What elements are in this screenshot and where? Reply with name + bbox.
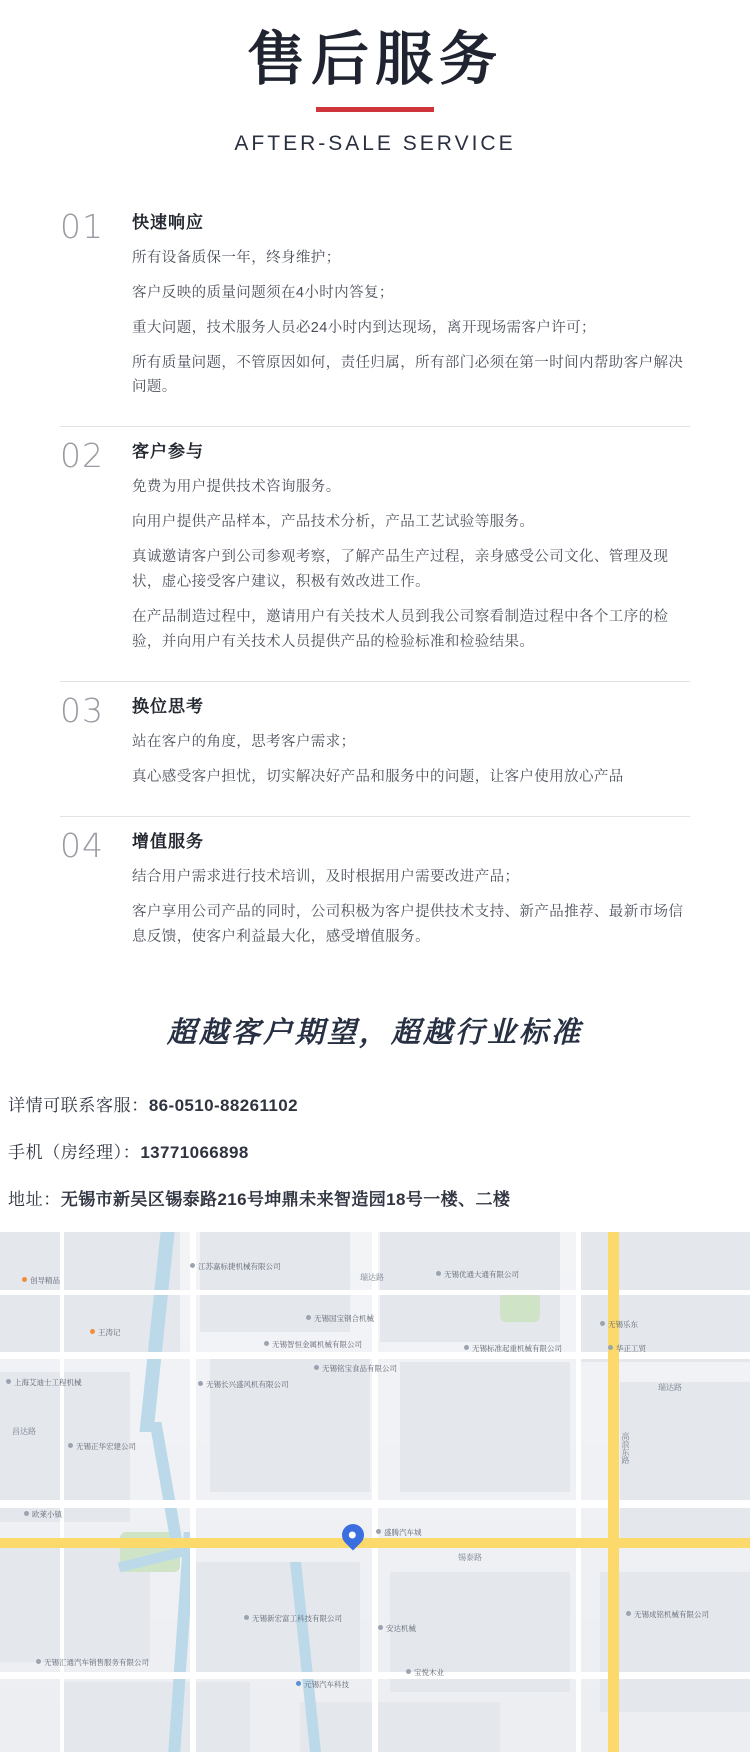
map-poi <box>6 1378 82 1387</box>
map-poi-dot <box>626 1611 631 1616</box>
map-poi-dot <box>190 1263 195 1268</box>
map-poi-label: 无锡正华宏建公司 <box>76 1441 136 1451</box>
map-poi-label: 无锡标准起重机械有限公司 <box>472 1343 562 1353</box>
map-poi-dot <box>464 1345 469 1350</box>
service-item-number: 03 <box>60 691 104 730</box>
map-poi-dot <box>406 1669 411 1674</box>
service-item-number: 02 <box>60 436 104 476</box>
map-road-major <box>608 1232 619 1752</box>
service-item-line: 真诚邀请客户到公司参观考察，了解产品生产过程，亲身感受公司文化、管理及现状，虚心接受客户建议，积极有效改进工作。 <box>132 549 669 591</box>
contact-info <box>0 1091 750 1210</box>
map-poi-label: 无锡智恒金属机械有限公司 <box>272 1339 362 1349</box>
service-item-line: 客户享用公司产品的同时，公司积极为客户提供技术支持、新产品推荐、最新市场信息反馈，使客户利益最大化，感受增值服务。 <box>132 903 684 945</box>
service-item-body <box>132 692 690 790</box>
service-item-number: 04 <box>60 825 104 865</box>
map-poi-label: 元锡汽车科技 <box>304 1679 349 1689</box>
map-poi <box>244 1614 342 1623</box>
map-poi-dot <box>24 1511 29 1516</box>
map-poi <box>608 1344 646 1353</box>
map-block <box>60 1682 250 1752</box>
service-item-line: 免费为用户提供技术咨询服务。 <box>132 479 341 496</box>
map-poi <box>314 1364 397 1373</box>
map-block <box>600 1572 750 1712</box>
map-road <box>576 1232 581 1752</box>
map-poi-dot <box>296 1681 301 1686</box>
map-road-label: 昌达路 <box>12 1426 36 1436</box>
map-poi-dot <box>608 1345 613 1350</box>
map-road <box>190 1232 196 1752</box>
location-map[interactable] <box>0 1232 750 1752</box>
service-item-title: 增值服务 <box>132 831 204 851</box>
service-item-title: 客户参与 <box>132 442 204 462</box>
map-poi <box>264 1340 362 1349</box>
map-poi <box>90 1328 121 1337</box>
map-poi-dot <box>36 1659 41 1664</box>
map-road <box>372 1232 378 1752</box>
map-poi-label: 王涛记 <box>98 1327 121 1337</box>
contact-row-mobile <box>8 1138 742 1163</box>
map-poi-label: 创导精品 <box>30 1275 60 1285</box>
map-poi <box>464 1344 562 1353</box>
map-block <box>580 1232 750 1362</box>
contact-row-address <box>8 1185 742 1210</box>
service-item-number: 01 <box>60 206 104 246</box>
map-poi <box>296 1680 349 1689</box>
contact-row-service <box>8 1091 742 1116</box>
service-item-lines <box>132 730 686 790</box>
service-items-list <box>0 198 750 976</box>
map-poi <box>306 1314 374 1323</box>
map-poi-dot <box>22 1277 27 1282</box>
map-poi-label: 无锡乐东 <box>608 1319 638 1329</box>
map-poi-dot <box>6 1379 11 1384</box>
map-road-label: 瑞达路 <box>360 1272 384 1282</box>
map-poi-dot <box>90 1329 95 1334</box>
map-block <box>300 1702 500 1752</box>
map-poi-label: 安达机械 <box>386 1623 416 1633</box>
map-poi-label: 宝悦木业 <box>414 1667 444 1677</box>
contact-value: 86-0510-88261102 <box>148 1095 298 1115</box>
map-poi <box>36 1658 149 1667</box>
map-block <box>620 1382 750 1542</box>
map-poi-dot <box>436 1271 441 1276</box>
map-poi <box>22 1276 60 1285</box>
map-green-area <box>500 1292 540 1322</box>
service-item-body <box>132 437 690 655</box>
contact-label: 地址： <box>8 1189 61 1209</box>
map-road-label: 高浪东路 <box>621 1431 630 1464</box>
map-poi-dot <box>376 1529 381 1534</box>
map-poi-dot <box>306 1315 311 1320</box>
service-item-line: 客户反映的质量问题须在4小时内答复； <box>132 284 394 301</box>
map-poi <box>190 1262 281 1271</box>
contact-label: 手机（房经理）： <box>8 1142 141 1162</box>
map-poi <box>626 1610 709 1619</box>
service-item-line: 真心感受客户担忧，切实解决好产品和服务中的问题，让客户使用放心产品 <box>132 768 624 785</box>
map-poi <box>376 1528 422 1537</box>
contact-label: 详情可联系客服： <box>8 1095 149 1115</box>
map-block <box>400 1362 570 1492</box>
service-item-lines <box>132 246 686 401</box>
map-poi-dot <box>314 1365 319 1370</box>
service-item-line: 所有质量问题，不管原因如何，责任归属，所有部门必须在第一时间内帮助客户解决问题。 <box>132 354 684 396</box>
map-pin-icon <box>337 1519 368 1550</box>
map-poi <box>24 1510 62 1519</box>
map-poi-label: 无锡新宏富工科技有限公司 <box>252 1613 342 1623</box>
map-poi-label: 上海艾迪士工程机械 <box>14 1377 82 1387</box>
map-poi-label: 无锡优通大通有限公司 <box>444 1269 519 1279</box>
contact-value: 13771066898 <box>140 1142 249 1162</box>
map-road-label: 瑞达路 <box>658 1382 682 1392</box>
map-poi-dot <box>264 1341 269 1346</box>
map-poi-label: 江苏嘉标捷机械有限公司 <box>198 1261 281 1271</box>
page-header <box>0 0 750 156</box>
service-item-title: 换位思考 <box>132 697 204 716</box>
map-poi-dot <box>68 1443 73 1448</box>
map-poi <box>600 1320 638 1329</box>
service-item-body <box>132 827 690 950</box>
service-item <box>60 817 690 976</box>
map-poi-label: 无锡长兴盛风机有限公司 <box>206 1379 289 1389</box>
map-poi-label: 无锡汇通汽车销售服务有限公司 <box>44 1657 149 1667</box>
map-poi-label: 盛腾汽车城 <box>384 1527 422 1537</box>
title-underline-rule <box>316 107 434 112</box>
slogan: 超越客户期望，超越行业标准 <box>166 1014 583 1049</box>
page-subtitle: AFTER-SALE SERVICE <box>234 131 516 155</box>
map-poi-dot <box>378 1625 383 1630</box>
map-road-label: 锡泰路 <box>458 1552 482 1562</box>
map-block <box>380 1232 560 1342</box>
service-item-line: 所有设备质保一年，终身维护； <box>132 249 341 266</box>
service-item-lines <box>132 865 686 950</box>
map-poi-label: 华正工贸 <box>616 1343 646 1353</box>
map-poi <box>436 1270 519 1279</box>
map-road <box>60 1232 64 1752</box>
map-poi-dot <box>244 1615 249 1620</box>
service-item-line: 结合用户需求进行技术培训，及时根据用户需要改进产品； <box>132 868 520 885</box>
map-poi-dot <box>600 1321 605 1326</box>
map-poi-label: 无锡铭宝食品有限公司 <box>322 1363 397 1373</box>
map-location-marker[interactable] <box>342 1524 364 1554</box>
service-item <box>60 682 690 817</box>
map-poi <box>198 1380 289 1389</box>
map-poi-dot <box>198 1381 203 1386</box>
service-item-body <box>132 208 690 401</box>
service-item-line: 在产品制造过程中，邀请用户有关技术人员到我公司察看制造过程中各个工序的检验，并向用户有关技术人员提供产品的检验标准和检验结果。 <box>132 609 669 651</box>
service-item <box>60 427 690 682</box>
service-item-line: 站在客户的角度，思考客户需求； <box>132 734 356 750</box>
map-poi-label: 无锡国宝钢合机械 <box>314 1313 374 1323</box>
service-item-line: 向用户提供产品样本，产品技术分析，产品工艺试验等服务。 <box>132 514 535 531</box>
map-road-major <box>0 1538 750 1548</box>
page-title: 售后服务 <box>246 25 503 93</box>
service-item <box>60 198 690 428</box>
service-item-title: 快速响应 <box>132 212 204 232</box>
contact-value: 无锡市新吴区锡泰路216号坤鼎未来智造园18号一楼、二楼 <box>60 1189 511 1209</box>
service-item-line: 重大问题，技术服务人员必24小时内到达现场，离开现场需客户许可； <box>132 319 596 336</box>
map-poi <box>406 1668 444 1677</box>
map-poi-label: 欧莱小镇 <box>32 1509 62 1519</box>
map-poi <box>68 1442 136 1451</box>
service-item-lines <box>132 475 686 655</box>
map-poi-label: 无锡成铭机械有限公司 <box>634 1609 709 1619</box>
map-poi <box>378 1624 416 1633</box>
